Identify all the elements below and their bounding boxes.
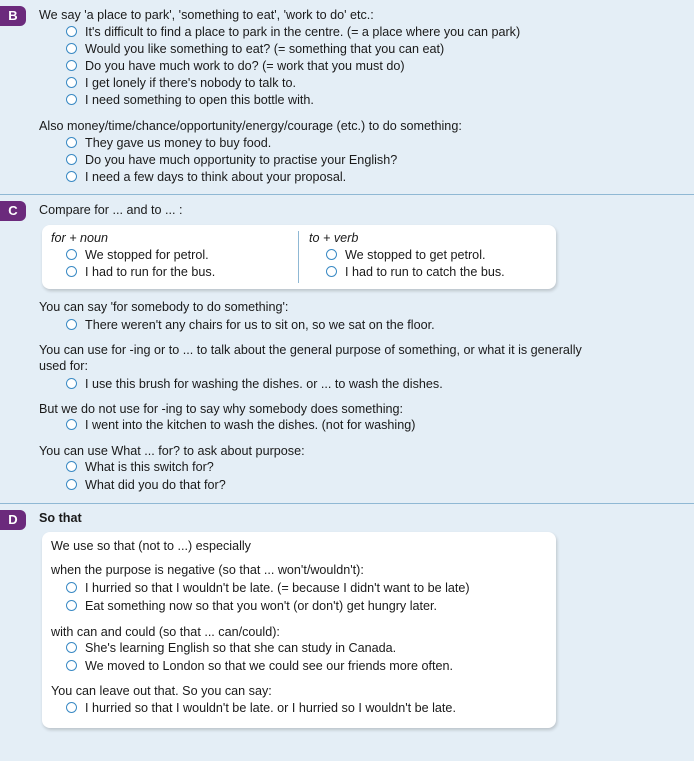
checkbox-icon[interactable] [66, 137, 77, 148]
section-b-intro: We say 'a place to park', 'something to eat', 'work to do' etc.: [39, 8, 374, 22]
example-line: There weren't any chairs for us to sit on, so we sat on the floor. [66, 317, 435, 333]
checkbox-icon[interactable] [66, 419, 77, 430]
section-c-p2-line1: You can use for -ing or to ... to talk about the general purpose of something, or what it is generally [39, 343, 582, 357]
checkbox-icon[interactable] [66, 266, 77, 277]
checkbox-icon[interactable] [66, 479, 77, 490]
example-line: We moved to London so that we could see our friends more often. [66, 658, 453, 674]
section-c [0, 194, 694, 500]
example-line: I hurried so that I wouldn't be late. or I hurried so I wouldn't be late. [66, 700, 456, 716]
checkbox-icon[interactable] [66, 600, 77, 611]
column-divider [298, 231, 299, 283]
section-d-p1: We use so that (not to ...) especially [51, 539, 251, 553]
comparison-box [42, 225, 556, 289]
checkbox-icon[interactable] [66, 582, 77, 593]
checkbox-icon[interactable] [326, 249, 337, 260]
checkbox-icon[interactable] [66, 642, 77, 653]
section-d-p2: when the purpose is negative (so that ... won't/wouldn't): [51, 563, 364, 577]
example-line: We stopped to get petrol. [326, 247, 486, 263]
checkbox-icon[interactable] [66, 171, 77, 182]
example-line: What is this switch for? [66, 459, 214, 475]
example-line: Would you like something to eat? (= something that you can eat) [66, 41, 444, 57]
so-that-box [42, 532, 556, 728]
section-c-p3: But we do not use for -ing to say why somebody does something: [39, 402, 404, 416]
section-d-title: So that [39, 511, 82, 525]
section-d-p3: with can and could (so that ... can/could): [51, 625, 280, 639]
checkbox-icon[interactable] [66, 319, 77, 330]
section-c-intro: Compare for ... and to ... : [39, 203, 183, 217]
section-badge-b: B [0, 6, 26, 26]
section-d-p4: You can leave out that. So you can say: [51, 684, 272, 698]
example-line: She's learning English so that she can study in Canada. [66, 640, 396, 656]
checkbox-icon[interactable] [66, 43, 77, 54]
example-line: It's difficult to find a place to park in the centre. (= a place where you can park) [66, 24, 520, 40]
example-line: I need a few days to think about your proposal. [66, 169, 346, 185]
checkbox-icon[interactable] [66, 378, 77, 389]
section-c-p1: You can say 'for somebody to do something': [39, 300, 289, 314]
section-badge-d: D [0, 510, 26, 530]
checkbox-icon[interactable] [326, 266, 337, 277]
checkbox-icon[interactable] [66, 94, 77, 105]
example-line: I had to run for the bus. [66, 264, 215, 280]
checkbox-icon[interactable] [66, 702, 77, 713]
checkbox-icon[interactable] [66, 77, 77, 88]
example-line: I need something to open this bottle with. [66, 92, 314, 108]
example-line: Do you have much opportunity to practise your English? [66, 152, 397, 168]
section-badge-c: C [0, 201, 26, 221]
to-verb-heading: to + verb [309, 231, 359, 245]
section-b-also: Also money/time/chance/opportunity/energy/courage (etc.) to do something: [39, 119, 462, 133]
example-line: I get lonely if there's nobody to talk to. [66, 75, 296, 91]
checkbox-icon[interactable] [66, 60, 77, 71]
example-line: I use this brush for washing the dishes. or ... to wash the dishes. [66, 376, 443, 392]
section-c-p2-line2: used for: [39, 359, 89, 373]
checkbox-icon[interactable] [66, 154, 77, 165]
checkbox-icon[interactable] [66, 660, 77, 671]
section-b [0, 0, 694, 193]
example-line: Do you have much work to do? (= work that you must do) [66, 58, 405, 74]
checkbox-icon[interactable] [66, 461, 77, 472]
example-line: We stopped for petrol. [66, 247, 209, 263]
example-line: Eat something now so that you won't (or don't) get hungry later. [66, 598, 437, 614]
example-line: What did you do that for? [66, 477, 226, 493]
section-d [0, 503, 694, 761]
example-line: They gave us money to buy food. [66, 135, 271, 151]
checkbox-icon[interactable] [66, 249, 77, 260]
section-c-p4: You can use What ... for? to ask about purpose: [39, 444, 305, 458]
example-line: I had to run to catch the bus. [326, 264, 505, 280]
example-line: I went into the kitchen to wash the dishes. (not for washing) [66, 417, 415, 433]
example-line: I hurried so that I wouldn't be late. (= because I didn't want to be late) [66, 580, 470, 596]
checkbox-icon[interactable] [66, 26, 77, 37]
for-noun-heading: for + noun [51, 231, 109, 245]
